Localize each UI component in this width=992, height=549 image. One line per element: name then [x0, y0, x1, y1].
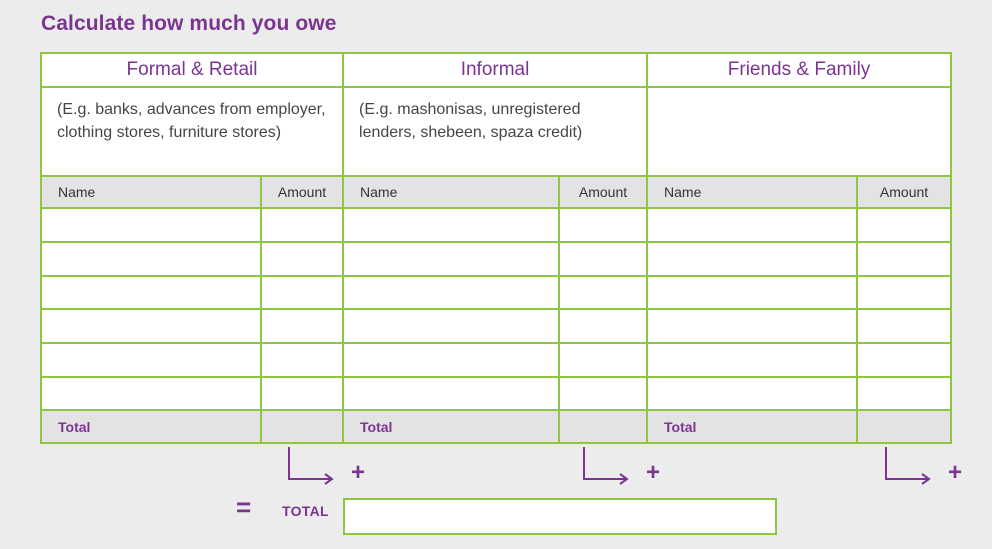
- name-cell[interactable]: [647, 242, 857, 276]
- description-friends-family: [647, 87, 951, 176]
- amount-cell[interactable]: [261, 309, 343, 343]
- page-title: Calculate how much you owe: [41, 12, 337, 35]
- amount-header: Amount: [261, 176, 343, 209]
- plus-sign: +: [646, 459, 661, 486]
- entry-row: [41, 309, 951, 343]
- name-cell[interactable]: [647, 276, 857, 310]
- column-heading-formal-retail: Formal & Retail: [41, 53, 343, 87]
- description-text: (E.g. banks, advances from employer, clothing stores, furniture stores): [57, 100, 326, 141]
- description-row: [41, 87, 951, 176]
- name-cell[interactable]: [647, 208, 857, 242]
- amount-header: Amount: [857, 176, 951, 209]
- entry-row: [41, 343, 951, 377]
- debt-table: [40, 52, 952, 444]
- sub-header-row: [41, 176, 951, 209]
- amount-cell[interactable]: [261, 343, 343, 377]
- amount-cell[interactable]: [559, 309, 647, 343]
- grand-total-label: TOTAL: [282, 503, 329, 519]
- name-cell[interactable]: [647, 377, 857, 411]
- arrow-down-right-icon: [582, 446, 630, 486]
- amount-cell[interactable]: [261, 242, 343, 276]
- arrow-down-right-icon: [884, 446, 932, 486]
- name-header: Name: [41, 176, 261, 209]
- amount-cell[interactable]: [559, 276, 647, 310]
- name-cell[interactable]: [343, 276, 559, 310]
- amount-cell[interactable]: [857, 309, 951, 343]
- entry-row: [41, 208, 951, 242]
- name-cell[interactable]: [647, 309, 857, 343]
- grand-total-field[interactable]: [343, 498, 777, 535]
- name-cell[interactable]: [343, 309, 559, 343]
- name-cell[interactable]: [41, 208, 261, 242]
- equals-sign: =: [236, 492, 252, 522]
- name-cell[interactable]: [41, 276, 261, 310]
- amount-cell[interactable]: [261, 276, 343, 310]
- name-cell[interactable]: [343, 208, 559, 242]
- amount-cell[interactable]: [261, 208, 343, 242]
- entry-row: [41, 377, 951, 411]
- description-text: (E.g. mashonisas, unregistered lenders, shebeen, spaza credit): [359, 100, 583, 141]
- amount-cell[interactable]: [857, 377, 951, 411]
- name-cell[interactable]: [41, 343, 261, 377]
- description-informal: [343, 87, 647, 176]
- total-row: [41, 410, 951, 443]
- column-heading-informal: Informal: [343, 53, 647, 87]
- total-amount-cell[interactable]: [857, 410, 951, 443]
- amount-cell[interactable]: [559, 242, 647, 276]
- amount-cell[interactable]: [559, 208, 647, 242]
- total-amount-cell[interactable]: [559, 410, 647, 443]
- plus-sign: +: [948, 459, 963, 486]
- name-cell[interactable]: [343, 242, 559, 276]
- amount-cell[interactable]: [857, 208, 951, 242]
- entry-row: [41, 242, 951, 276]
- total-label: Total: [41, 410, 261, 443]
- total-amount-cell[interactable]: [261, 410, 343, 443]
- amount-cell[interactable]: [559, 343, 647, 377]
- name-cell[interactable]: [41, 309, 261, 343]
- name-header: Name: [343, 176, 559, 209]
- entry-rows: [41, 208, 951, 410]
- name-header: Name: [647, 176, 857, 209]
- description-text: [648, 88, 950, 98]
- total-label: Total: [647, 410, 857, 443]
- amount-cell[interactable]: [857, 242, 951, 276]
- plus-sign: +: [351, 459, 366, 486]
- entry-row: [41, 276, 951, 310]
- total-label: Total: [343, 410, 559, 443]
- name-cell[interactable]: [343, 343, 559, 377]
- name-cell[interactable]: [343, 377, 559, 411]
- amount-cell[interactable]: [559, 377, 647, 411]
- amount-cell[interactable]: [857, 276, 951, 310]
- amount-cell[interactable]: [857, 343, 951, 377]
- description-formal-retail: [41, 87, 343, 176]
- column-heading-friends-family: Friends & Family: [647, 53, 951, 87]
- amount-cell[interactable]: [261, 377, 343, 411]
- name-cell[interactable]: [647, 343, 857, 377]
- category-header-row: [41, 53, 951, 87]
- amount-header: Amount: [559, 176, 647, 209]
- name-cell[interactable]: [41, 377, 261, 411]
- name-cell[interactable]: [41, 242, 261, 276]
- arrow-down-right-icon: [287, 446, 335, 486]
